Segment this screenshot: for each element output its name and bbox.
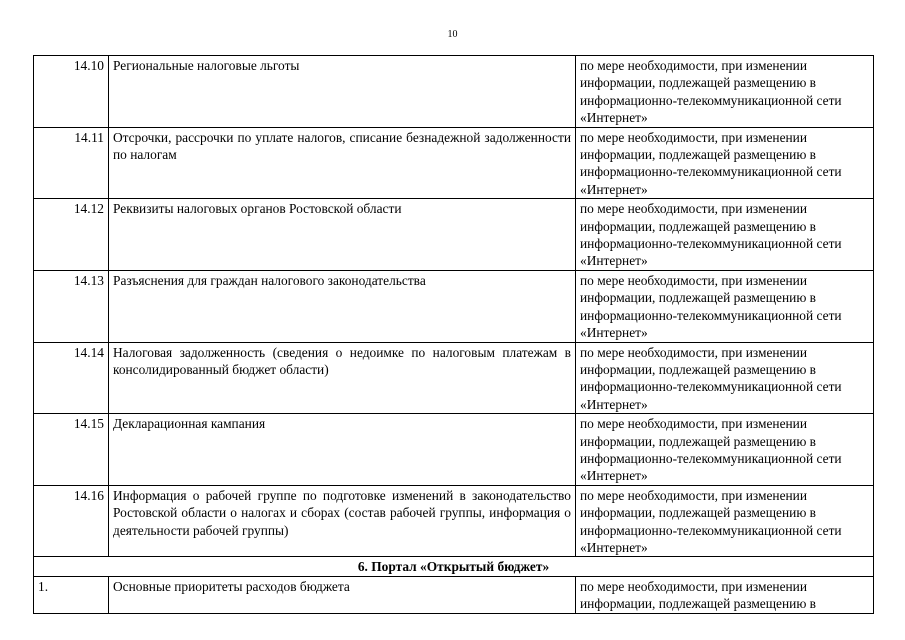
row-name: Декларационная кампания: [109, 414, 576, 486]
table-row: [34, 270, 874, 342]
row-number: 14.16: [34, 485, 109, 557]
row-number: 14.14: [34, 342, 109, 414]
row-period: по мере необходимости, при изменении информации, подлежащей размещению в: [576, 576, 874, 613]
row-name: Отсрочки, рассрочки по уплате налогов, списание безнадежной задолженности по налогам: [109, 127, 576, 199]
row-period: по мере необходимости, при изменении информации, подлежащей размещению в информационно-телекоммуникационной сети «Интернет»: [576, 342, 874, 414]
row-number: 14.10: [34, 56, 109, 128]
row-number: 1.: [34, 576, 109, 613]
row-name: Разъяснения для граждан налогового законодательства: [109, 270, 576, 342]
document-table: [33, 55, 874, 614]
row-period: по мере необходимости, при изменении информации, подлежащей размещению в информационно-телекоммуникационной сети «Интернет»: [576, 56, 874, 128]
section-title: 6. Портал «Открытый бюджет»: [34, 557, 874, 576]
row-name: Информация о рабочей группе по подготовке изменений в законодательство Ростовской области о налогах и сборах (состав рабочей группы, информация о деятельности рабочей группы): [109, 485, 576, 557]
row-period: по мере необходимости, при изменении информации, подлежащей размещению в информационно-телекоммуникационной сети «Интернет»: [576, 270, 874, 342]
row-name: Налоговая задолженность (сведения о недоимке по налоговым платежам в консолидированный бюджет области): [109, 342, 576, 414]
row-name: Реквизиты налоговых органов Ростовской области: [109, 199, 576, 271]
row-name: Основные приоритеты расходов бюджета: [109, 576, 576, 613]
table-row: [34, 485, 874, 557]
table-row: [34, 576, 874, 613]
row-number: 14.11: [34, 127, 109, 199]
row-period: по мере необходимости, при изменении информации, подлежащей размещению в информационно-телекоммуникационной сети «Интернет»: [576, 199, 874, 271]
row-period: по мере необходимости, при изменении информации, подлежащей размещению в информационно-телекоммуникационной сети «Интернет»: [576, 414, 874, 486]
table-row: [34, 414, 874, 486]
row-number: 14.13: [34, 270, 109, 342]
table-row: [34, 199, 874, 271]
row-period: по мере необходимости, при изменении информации, подлежащей размещению в информационно-телекоммуникационной сети «Интернет»: [576, 485, 874, 557]
section-header-row: [34, 557, 874, 576]
table-row: [34, 56, 874, 128]
page-number: 10: [447, 29, 458, 40]
row-number: 14.15: [34, 414, 109, 486]
row-number: 14.12: [34, 199, 109, 271]
row-period: по мере необходимости, при изменении информации, подлежащей размещению в информационно-телекоммуникационной сети «Интернет»: [576, 127, 874, 199]
table-row: [34, 342, 874, 414]
row-name: Региональные налоговые льготы: [109, 56, 576, 128]
table-row: [34, 127, 874, 199]
